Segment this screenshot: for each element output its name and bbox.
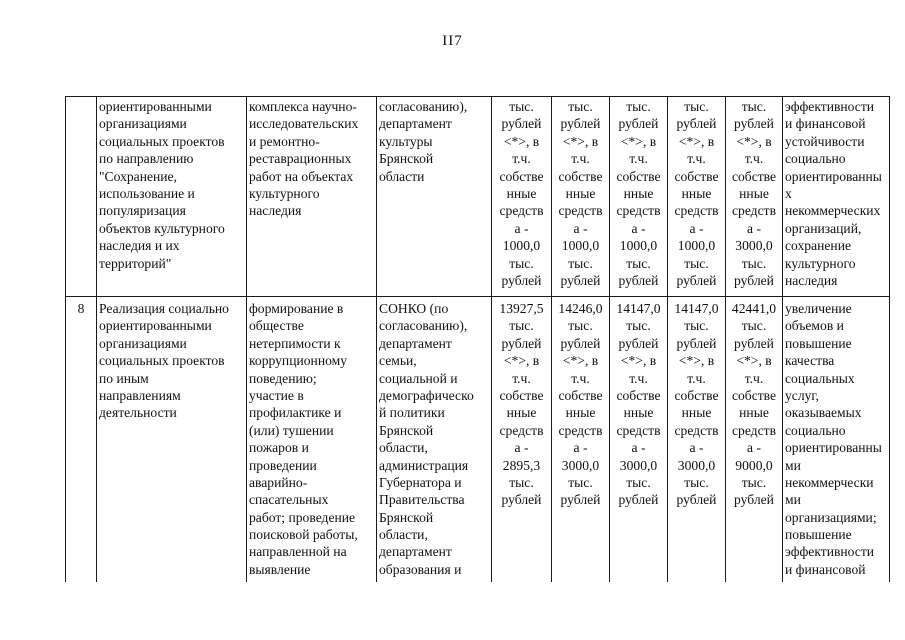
funding-year-3-cell	[610, 300, 667, 509]
cell-line: 1000,0	[619, 238, 658, 254]
cell-line: тыс.	[509, 474, 534, 490]
cell-line: <*>, в	[562, 133, 599, 149]
cell-line: семьи,	[379, 353, 417, 369]
cell-line: 2895,3	[502, 457, 541, 473]
cell-line: собстве	[674, 168, 719, 184]
cell-line: средств	[732, 422, 776, 438]
cell-line: участие в	[249, 387, 304, 403]
cell-line: <*>, в	[503, 133, 540, 149]
executor-cell	[379, 98, 491, 185]
cell-line: формирование в	[249, 301, 344, 316]
cell-line: социальной и	[379, 370, 458, 386]
cell-line: ориентированными	[99, 99, 212, 114]
column-rule	[246, 96, 247, 582]
cell-line: тыс.	[741, 255, 767, 271]
cell-line: социальных проектов	[99, 133, 225, 149]
cell-line: а -	[747, 220, 761, 236]
result-cell	[785, 300, 889, 578]
cell-line: 1000,0	[677, 238, 716, 254]
cell-line: собстве	[499, 168, 544, 184]
cell-line: нные	[739, 405, 769, 421]
funding-total-cell	[726, 98, 782, 289]
cell-line: тыс.	[684, 255, 709, 271]
cell-line: нные	[565, 405, 596, 421]
cell-line: 3000,0	[619, 457, 658, 473]
cell-line: рублей	[560, 492, 601, 508]
cell-line: тыс.	[568, 318, 593, 334]
cell-line: рублей	[560, 272, 601, 288]
cell-line: нные	[739, 185, 769, 201]
row-number-cell	[66, 98, 96, 115]
cell-line: тыс.	[509, 99, 534, 114]
cell-line: и финансовой	[785, 561, 866, 577]
cell-line: области,	[379, 527, 428, 543]
cell-line: Брянской	[379, 151, 434, 167]
cell-line: культурного	[249, 185, 320, 201]
cell-line: организациями	[99, 335, 187, 351]
cell-line: направлениям	[99, 387, 181, 403]
cell-line: рублей	[734, 492, 774, 508]
cell-line: средств	[674, 422, 719, 438]
cell-line: а -	[689, 220, 704, 236]
cell-line: области	[379, 168, 425, 184]
cell-line: ориентированны	[785, 168, 882, 184]
cell-line: организаций,	[785, 220, 862, 236]
cell-line: рублей	[560, 116, 601, 132]
cell-line: департамент	[379, 544, 452, 560]
cell-line: ориентированными	[99, 318, 212, 334]
cell-line: объемов и	[785, 318, 844, 334]
cell-line: средств	[499, 203, 544, 219]
cell-line: рублей	[676, 492, 717, 508]
cell-line: услуг,	[785, 387, 819, 403]
cell-line: эффективности	[785, 544, 875, 560]
cell-line: 8	[77, 301, 85, 316]
cell-line: собстве	[499, 387, 544, 403]
cell-line: рублей	[501, 335, 542, 351]
cell-line: средств	[558, 422, 603, 438]
column-rule	[65, 96, 66, 582]
cell-line: нные	[623, 185, 654, 201]
cell-line: рублей	[734, 116, 774, 132]
cell-line: Правительства	[379, 492, 465, 508]
cell-line: 9000,0	[735, 457, 773, 473]
funding-year-3-cell	[610, 98, 667, 289]
cell-line: комплекса научно-	[249, 99, 357, 114]
cell-line: нные	[565, 185, 596, 201]
goal-cell	[249, 98, 376, 220]
column-rule	[376, 96, 377, 582]
cell-line: сохранение	[785, 238, 852, 254]
cell-line: тыс.	[568, 255, 593, 271]
cell-line: демографическо	[379, 387, 474, 403]
cell-line: 42441,0	[731, 301, 777, 316]
cell-line: й политики	[379, 405, 445, 421]
cell-line: т.ч.	[629, 151, 648, 167]
cell-line: работ на объектах	[249, 168, 354, 184]
cell-line: и ремонтно-	[249, 133, 320, 149]
funding-total-cell	[726, 300, 782, 509]
cell-line: СОНКО (по	[379, 301, 449, 316]
cell-line: наследия	[249, 203, 302, 219]
cell-line: организациями	[99, 116, 187, 132]
cell-line: Губернатора и	[379, 474, 462, 490]
cell-line: аварийно-	[249, 474, 308, 490]
cell-line: рублей	[734, 335, 774, 351]
cell-line: исследовательских	[249, 116, 359, 132]
cell-line: т.ч.	[629, 370, 648, 386]
cell-line: 3000,0	[735, 238, 773, 254]
result-cell	[785, 98, 889, 289]
cell-line: и финансовой	[785, 116, 866, 132]
cell-line: рублей	[618, 492, 659, 508]
cell-line: наследия и их	[99, 238, 180, 254]
cell-line: наследия	[785, 272, 838, 288]
cell-line: <*>, в	[562, 353, 599, 369]
cell-line: тыс.	[568, 99, 593, 114]
cell-line: рублей	[560, 335, 601, 351]
cell-line: спасательных	[249, 492, 329, 508]
cell-line: т.ч.	[687, 151, 706, 167]
cell-line: использование и	[99, 185, 195, 201]
cell-line: рублей	[618, 335, 659, 351]
cell-line: "Сохранение,	[99, 168, 177, 184]
cell-line: повышение	[785, 335, 852, 351]
cell-line: рублей	[618, 116, 659, 132]
cell-line: профилактике и	[249, 405, 342, 421]
cell-line: ориентированны	[785, 440, 882, 456]
cell-line: устойчивости	[785, 133, 865, 149]
cell-line: поисковой работы,	[249, 527, 358, 543]
cell-line: объектов культурного	[99, 220, 225, 236]
cell-line: средств	[674, 203, 719, 219]
row-number-cell	[66, 300, 96, 317]
cell-line: а -	[631, 440, 646, 456]
page-number: II7	[442, 33, 463, 49]
cell-line: Брянской	[379, 422, 434, 438]
cell-line: тыс.	[741, 474, 767, 490]
goal-cell	[249, 300, 376, 578]
cell-line: тыс.	[741, 99, 767, 114]
cell-line: <*>, в	[736, 133, 772, 149]
column-rule	[782, 96, 783, 582]
cell-line: департамент	[379, 116, 452, 132]
cell-line: <*>, в	[503, 353, 540, 369]
cell-line: <*>, в	[736, 353, 772, 369]
cell-line: нные	[681, 185, 712, 201]
cell-line: некоммерчески	[785, 474, 874, 490]
funding-year-4-cell	[668, 300, 725, 509]
cell-line: повышение	[785, 527, 852, 543]
cell-line: культуры	[379, 133, 433, 149]
cell-line: тыс.	[684, 99, 709, 114]
row-rule	[65, 296, 890, 297]
cell-line: а -	[573, 440, 588, 456]
cell-line: тыс.	[568, 474, 593, 490]
cell-line: по иным	[99, 370, 149, 386]
cell-line: департамент	[379, 335, 452, 351]
cell-line: собстве	[616, 168, 661, 184]
cell-line: а -	[573, 220, 588, 236]
cell-line: рублей	[676, 272, 717, 288]
cell-line: тыс.	[626, 474, 651, 490]
cell-line: средств	[616, 203, 661, 219]
project-name-cell	[99, 98, 246, 272]
cell-line: рублей	[734, 272, 774, 288]
cell-line: увеличение	[785, 301, 852, 316]
cell-line: <*>, в	[620, 353, 657, 369]
cell-line: тыс.	[626, 255, 651, 271]
cell-line: проведении	[249, 457, 317, 473]
cell-line: средств	[616, 422, 661, 438]
funding-year-1-cell	[492, 300, 551, 509]
cell-line: т.ч.	[571, 151, 590, 167]
cell-line: а -	[514, 220, 529, 236]
cell-line: 3000,0	[561, 457, 600, 473]
cell-line: тыс.	[626, 99, 651, 114]
cell-line: т.ч.	[571, 370, 590, 386]
cell-line: рублей	[676, 116, 717, 132]
cell-line: а -	[689, 440, 704, 456]
cell-line: т.ч.	[512, 151, 531, 167]
funding-year-2-cell	[552, 98, 609, 289]
cell-line: согласованию),	[379, 99, 468, 114]
cell-line: тыс.	[509, 318, 534, 334]
cell-line: популяризация	[99, 203, 186, 219]
cell-line: 14147,0	[616, 301, 661, 316]
cell-line: ми	[785, 457, 801, 473]
cell-line: эффективности	[785, 99, 875, 114]
cell-line: 1000,0	[561, 238, 600, 254]
cell-line: (или) тушении	[249, 422, 334, 438]
cell-line: рублей	[676, 335, 717, 351]
cell-line: некоммерческих	[785, 203, 881, 219]
cell-line: обществе	[249, 318, 304, 334]
cell-line: средств	[499, 422, 544, 438]
cell-line: собстве	[558, 387, 603, 403]
column-rule	[889, 96, 890, 582]
cell-line: а -	[747, 440, 761, 456]
cell-line: т.ч.	[687, 370, 706, 386]
cell-line: пожаров и	[249, 440, 309, 456]
cell-line: территорий"	[99, 255, 172, 271]
cell-line: 3000,0	[677, 457, 716, 473]
cell-line: <*>, в	[678, 353, 715, 369]
cell-line: собстве	[558, 168, 603, 184]
cell-line: области,	[379, 440, 428, 456]
funding-year-2-cell	[552, 300, 609, 509]
cell-line: средств	[558, 203, 603, 219]
cell-line: т.ч.	[744, 370, 764, 386]
cell-line: организациями;	[785, 509, 877, 525]
cell-line: нные	[506, 185, 537, 201]
cell-line: коррупционному	[249, 353, 348, 369]
cell-line: качества	[785, 353, 835, 369]
cell-line: социальных	[785, 370, 855, 386]
cell-line: выявление	[249, 561, 311, 577]
project-name-cell	[99, 300, 246, 422]
cell-line: Реализация социально	[99, 301, 229, 316]
cell-line: а -	[631, 220, 646, 236]
cell-line: 14246,0	[558, 301, 603, 316]
column-rule	[96, 96, 97, 582]
funding-year-1-cell	[492, 98, 551, 289]
cell-line: работ; проведение	[249, 509, 356, 525]
cell-line: нетерпимости к	[249, 335, 341, 351]
cell-line: оказываемых	[785, 405, 862, 421]
cell-line: тыс.	[509, 255, 534, 271]
cell-line: х	[785, 185, 792, 201]
cell-line: собстве	[674, 387, 719, 403]
cell-line: администрация	[379, 457, 469, 473]
cell-line	[66, 98, 96, 115]
cell-line: Брянской	[379, 509, 434, 525]
cell-line: средств	[732, 203, 776, 219]
cell-line: 1000,0	[502, 238, 541, 254]
cell-line: образования и	[379, 561, 462, 577]
cell-line: тыс.	[741, 318, 767, 334]
executor-cell	[379, 300, 491, 578]
cell-line: нные	[506, 405, 537, 421]
cell-line: собстве	[731, 168, 777, 184]
cell-line: рублей	[501, 272, 542, 288]
cell-line: тыс.	[684, 318, 709, 334]
cell-line: согласованию),	[379, 318, 468, 334]
cell-line: <*>, в	[620, 133, 657, 149]
cell-line: направленной на	[249, 544, 347, 560]
cell-line: социальных проектов	[99, 353, 225, 369]
cell-line: 13927,5	[499, 301, 544, 316]
cell-line: социально	[785, 151, 846, 167]
cell-line: культурного	[785, 255, 856, 271]
cell-line: собстве	[616, 387, 661, 403]
cell-line: рублей	[618, 272, 659, 288]
cell-line: рублей	[501, 492, 542, 508]
cell-line: собстве	[731, 387, 777, 403]
cell-line: деятельности	[99, 405, 177, 421]
cell-line: поведению;	[249, 370, 317, 386]
cell-line: 14147,0	[674, 301, 719, 316]
cell-line: <*>, в	[678, 133, 715, 149]
cell-line: нные	[623, 405, 654, 421]
cell-line: социально	[785, 422, 846, 438]
cell-line: ми	[785, 492, 801, 508]
cell-line: т.ч.	[512, 370, 531, 386]
cell-line: а -	[514, 440, 529, 456]
cell-line: тыс.	[626, 318, 651, 334]
cell-line: нные	[681, 405, 712, 421]
cell-line: реставрационных	[249, 151, 352, 167]
cell-line: по направлению	[99, 151, 194, 167]
cell-line: рублей	[501, 116, 542, 132]
row-rule	[65, 96, 890, 97]
cell-line: т.ч.	[744, 151, 764, 167]
cell-line: тыс.	[684, 474, 709, 490]
funding-year-4-cell	[668, 98, 725, 289]
